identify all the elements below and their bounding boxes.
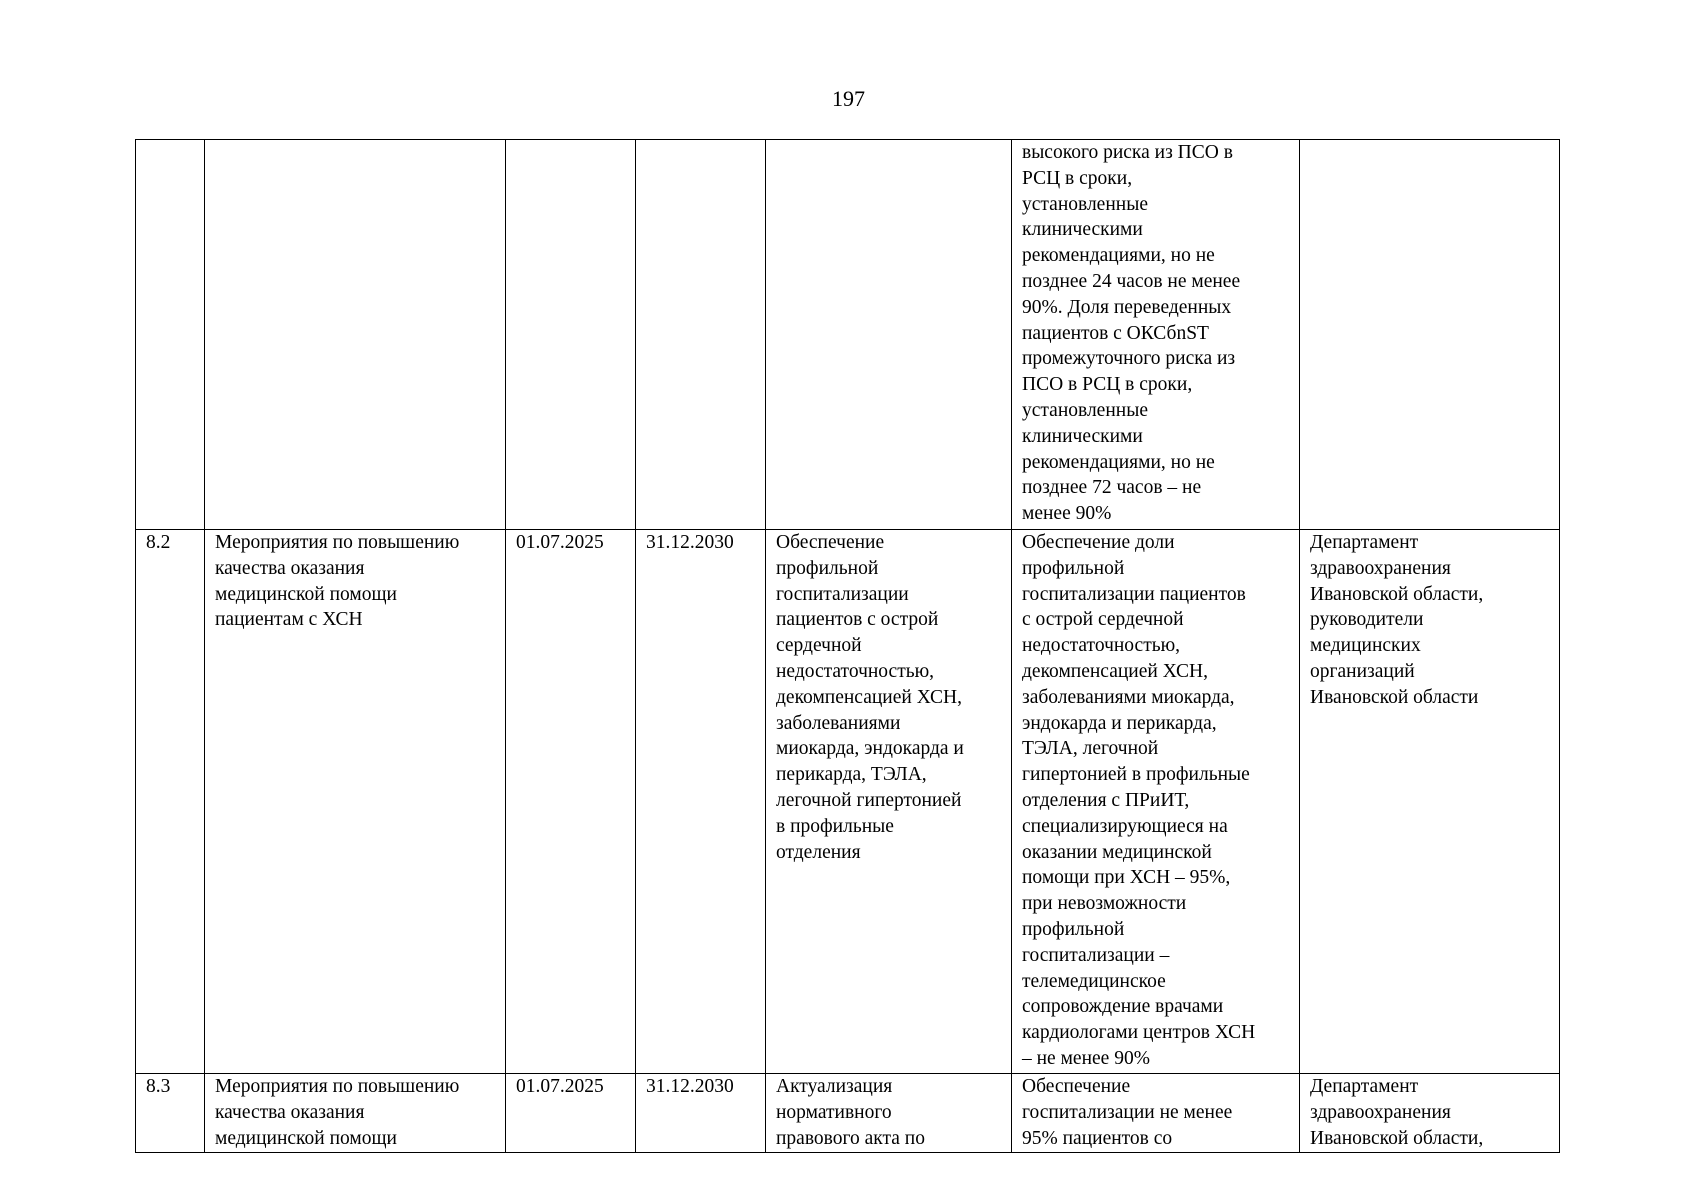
cell-responsible: Департамент здравоохранения Ивановской области, руководители медицинских организаций Ивановской области: [1300, 530, 1560, 1074]
cell-measure: Мероприятия по повышению качества оказания медицинской помощи пациентам с ХСН: [205, 530, 506, 1074]
table-row: [136, 1074, 1560, 1153]
cell-indicator: Обеспечение госпитализации не менее 95% пациентов со: [1012, 1074, 1300, 1153]
cell-start-date: 01.07.2025: [506, 1074, 636, 1153]
cell-number: 8.2: [136, 530, 205, 1074]
table-row: [136, 140, 1560, 530]
cell-description: Актуализация нормативного правового акта по: [766, 1074, 1012, 1153]
cell-number: [136, 140, 205, 530]
measures-table: [135, 139, 1560, 1153]
cell-start-date: [506, 140, 636, 530]
cell-measure: [205, 140, 506, 530]
cell-number: 8.3: [136, 1074, 205, 1153]
cell-description: Обеспечение профильной госпитализации пациентов с острой сердечной недостаточностью, декомпенсацией ХСН, заболеваниями миокарда, эндокарда и перикарда, ТЭЛА, легочной гипертонией в профильные отделения: [766, 530, 1012, 1074]
table-row: [136, 530, 1560, 1074]
cell-responsible: [1300, 140, 1560, 530]
cell-end-date: 31.12.2030: [636, 530, 766, 1074]
cell-description: [766, 140, 1012, 530]
cell-responsible: Департамент здравоохранения Ивановской области,: [1300, 1074, 1560, 1153]
cell-start-date: 01.07.2025: [506, 530, 636, 1074]
cell-end-date: [636, 140, 766, 530]
cell-indicator: высокого риска из ПСО в РСЦ в сроки, установленные клиническими рекомендациями, но не позднее 24 часов не менее 90%. Доля переведенных пациентов с ОКСбnST промежуточного риска из ПСО в РСЦ в сроки, установленные клиническими рекомендациями, но не позднее 72 часов – не менее 90%: [1012, 140, 1300, 530]
cell-measure: Мероприятия по повышению качества оказания медицинской помощи: [205, 1074, 506, 1153]
page-number: 197: [832, 86, 865, 111]
cell-indicator: Обеспечение доли профильной госпитализации пациентов с острой сердечной недостаточностью, декомпенсацией ХСН, заболеваниями миокарда, эндокарда и перикарда, ТЭЛА, легочной гипертонией в профильные отделения с ПРиИТ, специализирующиеся на оказании медицинской помощи при ХСН – 95%, при невозможности профильной госпитализации – телемедицинское сопровождение врачами кардиологами центров ХСН – не менее 90%: [1012, 530, 1300, 1074]
cell-end-date: 31.12.2030: [636, 1074, 766, 1153]
